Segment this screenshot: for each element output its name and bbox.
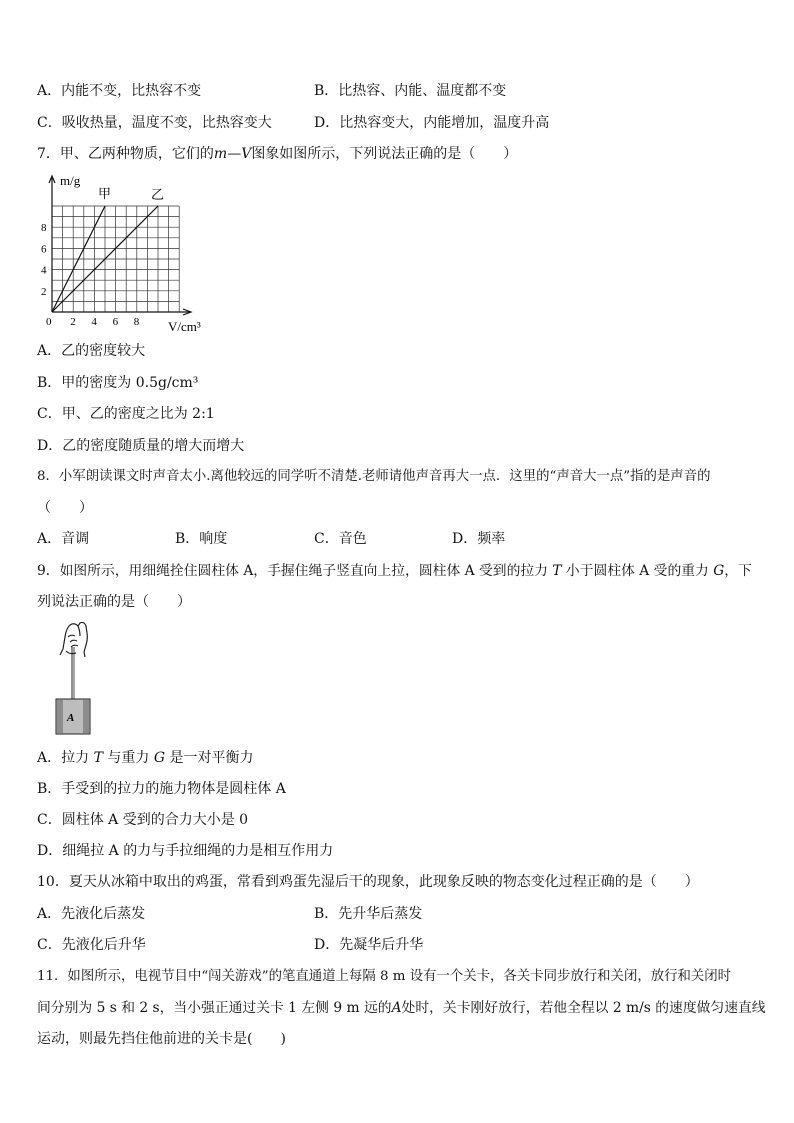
y-tick-label: 4 — [41, 264, 47, 277]
q6-option-a: A．内能不变，比热容不变 — [37, 83, 202, 99]
q9-stem-line1 — [37, 562, 752, 580]
hand-cylinder-figure — [40, 617, 120, 737]
x-tick-label: 8 — [133, 316, 140, 328]
q9-option-c: C．圆柱体 A 受到的合力大小是 0 — [37, 812, 249, 828]
q9-stem-line2: 列说法正确的是（ ） — [37, 594, 191, 610]
q10-option-a: A．先液化后蒸发 — [37, 906, 146, 922]
x-tick-label: 2 — [70, 316, 76, 328]
q8-paren: （ ） — [37, 500, 93, 516]
q7-option-a: A．乙的密度较大 — [37, 343, 146, 359]
q9-option-a-t: T — [93, 750, 103, 766]
q11-line3: 运动，则最先挡住他前进的关卡是( ) — [37, 1031, 286, 1047]
mv-chart — [30, 170, 230, 335]
q9-line1-a: 9．如图所示，用细绳拴住圆柱体 A，手握住绳子竖直向上拉，圆柱体 A 受到的拉力 — [37, 563, 553, 579]
y-tick-label: 2 — [41, 285, 47, 298]
q8-option-c: C．音色 — [314, 531, 367, 547]
q9-option-d: D．细绳拉 A 的力与手拉细绳的力是相互作用力 — [37, 843, 334, 859]
x-axis-label: V/cm³ — [168, 319, 201, 334]
series-label-yi: 乙 — [151, 187, 165, 202]
q9-line1-c: ，下 — [724, 563, 752, 579]
q7-option-c: C．甲、乙的密度之比为 2:1 — [37, 406, 215, 422]
q11-line2 — [37, 999, 766, 1017]
q7-option-b: B．甲的密度为 0.5g/cm³ — [37, 375, 199, 391]
q7-option-d: D．乙的密度随质量的增大而增大 — [37, 438, 245, 454]
q9-option-b: B．手受到的拉力的施力物体是圆柱体 A — [37, 781, 286, 797]
q6-option-c: C．吸收热量，温度不变，比热容变大 — [37, 115, 272, 131]
q9-option-a-g: G — [153, 750, 165, 766]
q9-gravity-symbol: G — [713, 563, 725, 579]
x-tick-label: 4 — [91, 316, 97, 328]
y-tick-label: 6 — [41, 243, 47, 256]
q8-option-b: B．响度 — [175, 531, 228, 547]
cylinder-label: A — [67, 712, 75, 724]
q9-option-a — [37, 749, 253, 767]
chart-grid — [52, 206, 179, 312]
q6-option-b: B．比热容、内能、温度都不变 — [314, 83, 507, 99]
q8-stem: 8．小军朗读课文时声音太小.离他较远的同学听不清楚.老师请他声音再大一点．这里的“声音大一点”指的是声音的 — [37, 469, 711, 484]
x-tick-label: 0 — [46, 316, 52, 328]
q11-line2-b: 处时，关卡刚好放行，若他全程以 2 m/s 的速度做匀速直线 — [401, 1000, 766, 1016]
q6-option-d: D．比热容变大，内能增加，温度升高 — [314, 115, 550, 131]
q7-stem — [37, 145, 517, 163]
y-axis-label: m/g — [60, 173, 81, 188]
q10-option-d: D．先凝华后升华 — [314, 937, 424, 953]
q7-stem-pre: 7．甲、乙两种物质，它们的 — [37, 146, 214, 162]
q7-stem-post: 图象如图所示，下列说法正确的是（ ） — [251, 146, 518, 162]
y-tick-label: 8 — [41, 222, 47, 235]
series-label-jia: 甲 — [98, 186, 112, 201]
q11-point-a: A — [391, 1000, 402, 1016]
q11-line2-a: 间分别为 5 s 和 2 s，当小强正通过关卡 1 左侧 9 m 远的 — [37, 1000, 392, 1016]
q9-option-a-part3: 是一对平衡力 — [165, 750, 254, 766]
q11-line1: 11．如图所示，电视节目中“闯关游戏”的笔直通道上每隔 8 m 设有一个关卡，各关卡同步放行和关闭，放行和关闭时 — [37, 969, 732, 984]
q8-option-a: A．音调 — [37, 531, 90, 547]
q10-option-c: C．先液化后升华 — [37, 937, 146, 953]
q8-option-d: D．频率 — [452, 531, 506, 547]
q9-option-a-part2: 与重力 — [102, 750, 154, 766]
q9-tension-symbol: T — [552, 563, 562, 579]
q7-stem-italic: m—V — [213, 146, 252, 162]
q10-stem: 10．夏天从冰箱中取出的鸡蛋，常看到鸡蛋先湿后干的现象，此现象反映的物态变化过程正确的是（ ） — [37, 874, 699, 890]
q9-line1-b: 小于圆柱体 A 受的重力 — [561, 563, 714, 579]
q9-option-a-part1: A．拉力 — [37, 750, 94, 766]
x-tick-label: 6 — [112, 316, 119, 328]
q10-option-b: B．先升华后蒸发 — [314, 906, 423, 922]
